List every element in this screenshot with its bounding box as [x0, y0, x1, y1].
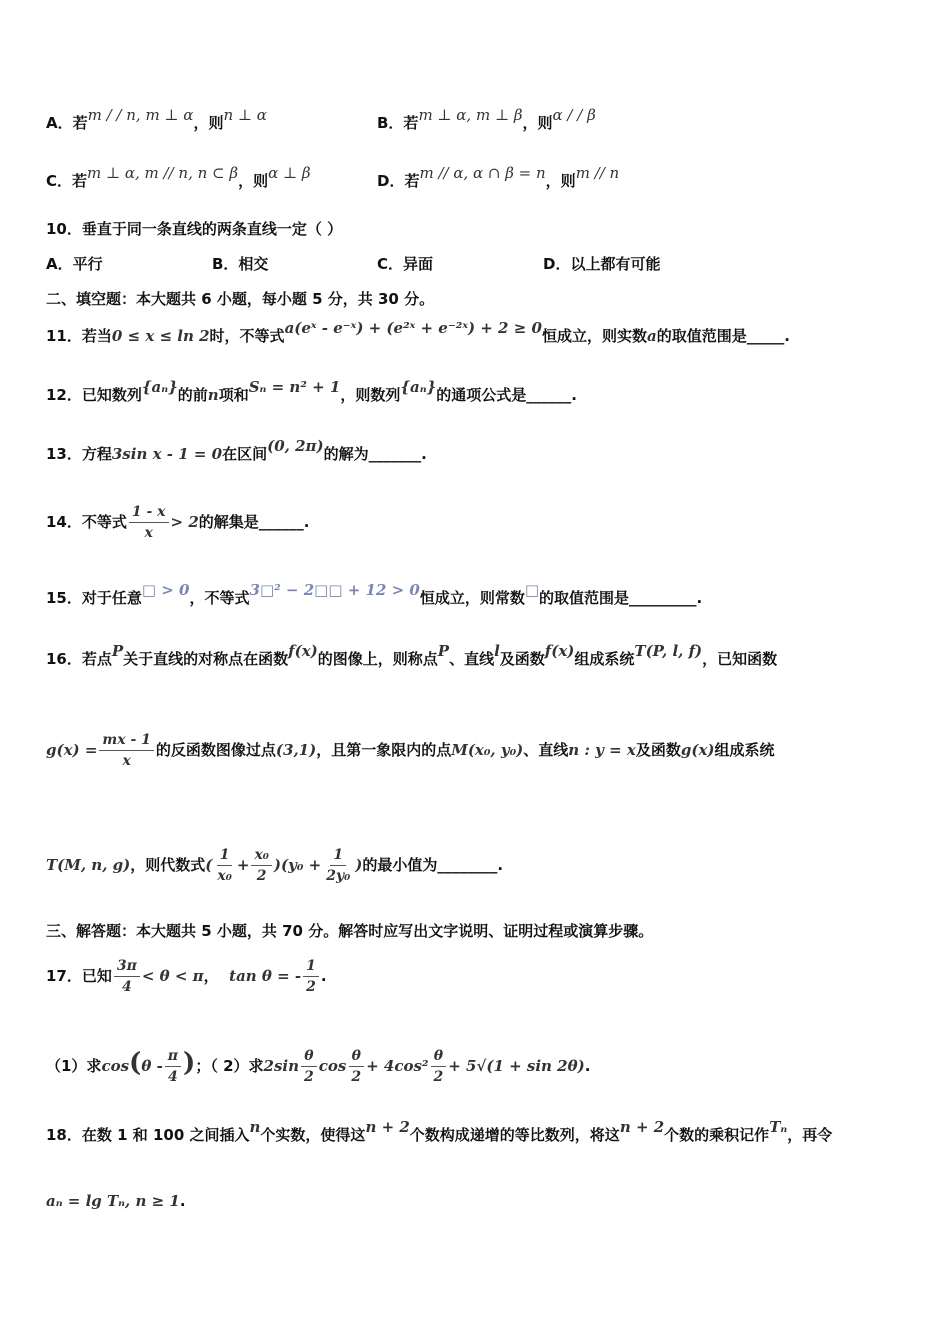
- q9-a-result: n ⊥ α: [223, 106, 267, 124]
- q13-interval: (0, 2π): [267, 437, 324, 455]
- q9-d-condition: m // α, α ∩ β = n: [419, 164, 546, 182]
- q16-g-fraction: $\frac{mx - 1}{x}$: [99, 730, 153, 771]
- q13: 13．方程3sin x - 1 = 0在区间(0, 2π)的解为_______.: [46, 437, 427, 463]
- section-3-heading: 三、解答题：本大题共 5 小题，共 70 分。解答时应写出文字说明、证明过程或演算步骤。: [46, 922, 654, 940]
- q10-option-c: C．异面: [377, 255, 434, 273]
- q17-frac-theta-3: $\frac{\theta}{2}$: [431, 1046, 447, 1087]
- q9-c-condition: m ⊥ α, m // n, n ⊂ β: [87, 164, 239, 182]
- q10-option-a: A．平行: [46, 255, 103, 273]
- q18-line-1: 18．在数 1 和 100 之间插入n个实数，使得这n + 2个数构成递增的等比数列，将这n + 2个数的乘积记作Tₙ，再令: [46, 1118, 833, 1144]
- q16-line-1: 16．若点P关于直线的对称点在函数f(x)的图像上，则称点P、直线l及函数f(x)组成系统T(P, l, f)，已知函数: [46, 642, 778, 668]
- q17-frac-3pi4: $\frac{3\pi}{4}$: [114, 956, 140, 997]
- q9-d-result: m // n: [575, 164, 620, 182]
- q12-sum-formula: Sₙ = n² + 1: [248, 378, 341, 396]
- q12: 12．已知数列{aₙ}的前n项和Sₙ = n² + 1，则数列{aₙ}的通项公式是______.: [46, 378, 577, 404]
- q11-inequality: a(eˣ - e⁻ˣ) + (e²ˣ + e⁻²ˣ) + 2 ≥ 0: [284, 319, 542, 337]
- q10-option-d: D．以上都有可能: [543, 255, 661, 273]
- q18-line-2: aₙ = lg Tₙ, n ≥ 1.: [46, 1192, 186, 1210]
- q15: 15．对于任意□ > 0，不等式3□² − 2□□ + 12 > 0恒成立，则常数□的取值范围是_________.: [46, 581, 703, 607]
- q9-option-a: A．若m / / n, m ⊥ α，则n ⊥ α: [46, 106, 267, 132]
- q14: 14．不等式 $\frac{1 - x}{x}$ > 2的解集是______.: [46, 504, 310, 541]
- q17-frac-pi4: $\frac{\pi}{4}$: [165, 1046, 181, 1087]
- q11: 11．若当0 ≤ x ≤ ln 2时，不等式a(eˣ - e⁻ˣ) + (e²ˣ + e⁻²ˣ) + 2 ≥ 0恒成立，则实数a的取值范围是_____.: [46, 319, 790, 345]
- q13-equation: 3sin x - 1 = 0: [111, 445, 223, 463]
- q17-frac-half: $\frac{1}{2}$: [303, 956, 319, 997]
- q17-frac-theta-2: $\frac{\theta}{2}$: [348, 1046, 364, 1087]
- q18-an-definition: aₙ = lg Tₙ, n ≥ 1: [46, 1192, 180, 1210]
- q15-inequality: 3□² − 2□□ + 12 > 0: [249, 581, 420, 599]
- q16-frac-1: $\frac{1}{\text{x₀}}$: [217, 847, 232, 884]
- q17-given: 17．已知 $\frac{3\pi}{4}$ < θ < π， tan θ = - $\frac{1}{2}$ .: [46, 958, 327, 995]
- q10-stem: 10．垂直于同一条直线的两条直线一定（ ）: [46, 220, 343, 238]
- q10-option-b: B．相交: [212, 255, 269, 273]
- q9-a-condition: m / / n, m ⊥ α: [87, 106, 194, 124]
- q9-option-c: C．若m ⊥ α, m // n, n ⊂ β，则α ⊥ β: [46, 164, 311, 190]
- q9-b-result: α / / β: [552, 106, 596, 124]
- q9-option-b: B．若m ⊥ α, m ⊥ β，则α / / β: [377, 106, 596, 132]
- q9-option-d: D．若m // α, α ∩ β = n，则m // n: [377, 164, 620, 190]
- q17-parts: （1）求cos(θ - $\frac{\pi}{4}$ )；（ 2）求2sin $\frac{\theta}{2}$ cos $\frac{\theta}{2}$ + 4cos² $\frac{\theta}{2}$ + 5√(1 + sin 2θ).: [46, 1048, 591, 1085]
- q16-frac-3: $\frac{1}{\text{2y₀}}$: [326, 847, 351, 884]
- section-2-heading: 二、填空题：本大题共 6 小题，每小题 5 分，共 30 分。: [46, 290, 435, 308]
- q16-line-3: T(M, n, g)，则代数式( $\frac{1}{\text{x₀}}$ + $\frac{\text{x₀}}{2}$ )(y₀ + $\frac{1}{\text{2y₀}}$ )的最小值为________.: [46, 847, 504, 884]
- q14-fraction: $\frac{1 - x}{x}$: [129, 502, 169, 543]
- q17-frac-theta-1: $\frac{\theta}{2}$: [301, 1046, 317, 1087]
- q16-frac-2: $\frac{\text{x₀}}{2}$: [251, 845, 271, 886]
- q16-line-2: g(x) = $\frac{mx - 1}{x}$ 的反函数图像过点(3,1)，且第一象限内的点M(x₀, y₀)、直线n : y = x及函数g(x)组成系统: [46, 732, 775, 769]
- q9-b-condition: m ⊥ α, m ⊥ β: [418, 106, 523, 124]
- q11-range: 0 ≤ x ≤ ln 2: [111, 327, 210, 345]
- q9-c-result: α ⊥ β: [268, 164, 311, 182]
